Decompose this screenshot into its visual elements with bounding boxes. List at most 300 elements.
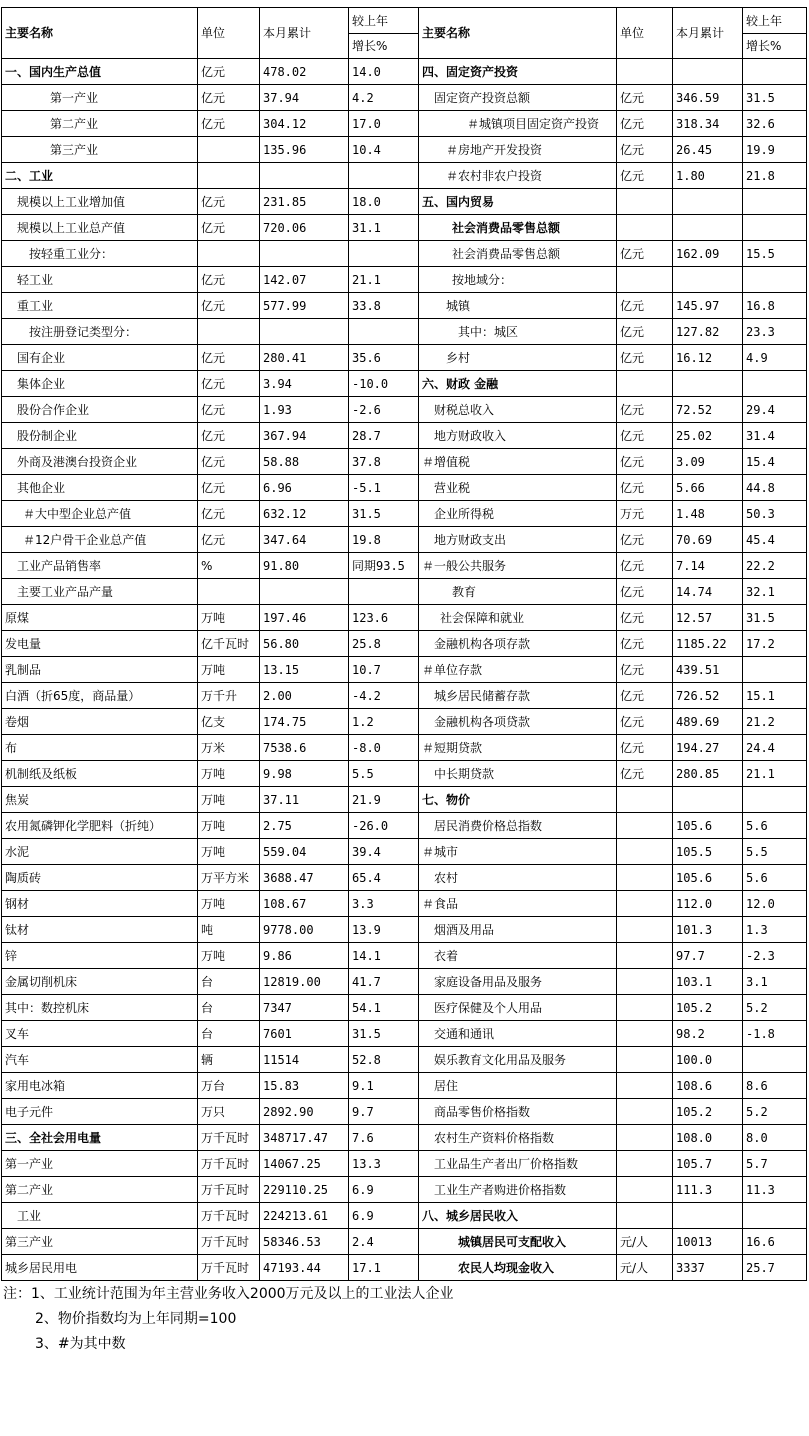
left-unit-cell: 万吨 bbox=[198, 657, 260, 683]
table-row bbox=[2, 527, 807, 553]
right-growth-cell: 5.5 bbox=[743, 839, 807, 865]
header-growth-left: 增长% bbox=[349, 34, 419, 59]
right-growth-cell: -2.3 bbox=[743, 943, 807, 969]
left-value-cell: 347.64 bbox=[260, 527, 349, 553]
left-growth-cell: -4.2 bbox=[349, 683, 419, 709]
right-value-cell bbox=[673, 787, 743, 813]
table-row bbox=[2, 163, 807, 189]
left-unit-cell: 万平方米 bbox=[198, 865, 260, 891]
table-row bbox=[2, 943, 807, 969]
left-growth-cell: 14.0 bbox=[349, 59, 419, 85]
right-growth-cell: 5.6 bbox=[743, 865, 807, 891]
left-growth-cell: 39.4 bbox=[349, 839, 419, 865]
right-value-cell: 127.82 bbox=[673, 319, 743, 345]
left-unit-cell: 吨 bbox=[198, 917, 260, 943]
left-item-cell: 焦炭 bbox=[2, 787, 198, 813]
table-row bbox=[2, 1073, 807, 1099]
left-item-cell: 其他企业 bbox=[2, 475, 198, 501]
left-growth-cell: 4.2 bbox=[349, 85, 419, 111]
table-row bbox=[2, 1177, 807, 1203]
left-growth-cell: 13.3 bbox=[349, 1151, 419, 1177]
right-item-cell: 城乡居民储蓄存款 bbox=[419, 683, 617, 709]
right-unit-cell: 万元 bbox=[617, 501, 673, 527]
right-item-cell: 商品零售价格指数 bbox=[419, 1099, 617, 1125]
left-growth-cell: 18.0 bbox=[349, 189, 419, 215]
left-unit-cell: 辆 bbox=[198, 1047, 260, 1073]
right-value-cell: 105.6 bbox=[673, 865, 743, 891]
right-unit-cell: 亿元 bbox=[617, 241, 673, 267]
left-growth-cell: 13.9 bbox=[349, 917, 419, 943]
left-unit-cell: 万千瓦时 bbox=[198, 1255, 260, 1281]
right-item-cell: 五、国内贸易 bbox=[419, 189, 617, 215]
right-growth-cell: 21.8 bbox=[743, 163, 807, 189]
right-item-cell: 乡村 bbox=[419, 345, 617, 371]
left-value-cell: 9778.00 bbox=[260, 917, 349, 943]
right-growth-cell: 21.2 bbox=[743, 709, 807, 735]
left-item-cell: 第二产业 bbox=[2, 111, 198, 137]
left-value-cell: 6.96 bbox=[260, 475, 349, 501]
header-unit-left: 单位 bbox=[198, 8, 260, 59]
left-unit-cell: 亿元 bbox=[198, 475, 260, 501]
right-value-cell: 16.12 bbox=[673, 345, 743, 371]
right-growth-cell: 32.6 bbox=[743, 111, 807, 137]
left-item-cell: 第一产业 bbox=[2, 1151, 198, 1177]
right-unit-cell: 亿元 bbox=[617, 111, 673, 137]
table-row bbox=[2, 59, 807, 85]
right-item-cell: 地方财政支出 bbox=[419, 527, 617, 553]
left-value-cell: 197.46 bbox=[260, 605, 349, 631]
right-growth-cell: 31.5 bbox=[743, 85, 807, 111]
left-value-cell: 15.83 bbox=[260, 1073, 349, 1099]
right-growth-cell: 8.6 bbox=[743, 1073, 807, 1099]
right-value-cell bbox=[673, 59, 743, 85]
left-item-cell: 工业产品销售率 bbox=[2, 553, 198, 579]
left-unit-cell: % bbox=[198, 553, 260, 579]
right-item-cell: ＃增值税 bbox=[419, 449, 617, 475]
right-item-cell: 金融机构各项贷款 bbox=[419, 709, 617, 735]
left-value-cell: 47193.44 bbox=[260, 1255, 349, 1281]
right-item-cell: 工业品生产者出厂价格指数 bbox=[419, 1151, 617, 1177]
left-item-cell: 三、全社会用电量 bbox=[2, 1125, 198, 1151]
left-value-cell: 224213.61 bbox=[260, 1203, 349, 1229]
right-value-cell: 1.48 bbox=[673, 501, 743, 527]
left-unit-cell bbox=[198, 137, 260, 163]
right-item-cell: 企业所得税 bbox=[419, 501, 617, 527]
right-value-cell: 1185.22 bbox=[673, 631, 743, 657]
right-item-cell: 居住 bbox=[419, 1073, 617, 1099]
right-unit-cell: 亿元 bbox=[617, 397, 673, 423]
left-value-cell: 720.06 bbox=[260, 215, 349, 241]
left-value-cell: 56.80 bbox=[260, 631, 349, 657]
left-growth-cell: 6.9 bbox=[349, 1203, 419, 1229]
right-value-cell: 108.0 bbox=[673, 1125, 743, 1151]
left-growth-cell: 54.1 bbox=[349, 995, 419, 1021]
left-item-cell: 原煤 bbox=[2, 605, 198, 631]
right-item-cell: 烟酒及用品 bbox=[419, 917, 617, 943]
table-row bbox=[2, 397, 807, 423]
right-item-cell: 医疗保健及个人用品 bbox=[419, 995, 617, 1021]
right-item-cell: 六、财政 金融 bbox=[419, 371, 617, 397]
right-unit-cell: 亿元 bbox=[617, 527, 673, 553]
left-item-cell: 钛材 bbox=[2, 917, 198, 943]
left-growth-cell: 19.8 bbox=[349, 527, 419, 553]
right-unit-cell: 亿元 bbox=[617, 605, 673, 631]
left-item-cell: 股份合作企业 bbox=[2, 397, 198, 423]
left-unit-cell: 万千瓦时 bbox=[198, 1229, 260, 1255]
left-unit-cell: 亿元 bbox=[198, 189, 260, 215]
right-growth-cell bbox=[743, 215, 807, 241]
left-growth-cell bbox=[349, 241, 419, 267]
left-growth-cell: -8.0 bbox=[349, 735, 419, 761]
right-growth-cell: 8.0 bbox=[743, 1125, 807, 1151]
left-growth-cell: 6.9 bbox=[349, 1177, 419, 1203]
left-unit-cell: 台 bbox=[198, 995, 260, 1021]
right-value-cell: 12.57 bbox=[673, 605, 743, 631]
right-item-cell: 农民人均现金收入 bbox=[419, 1255, 617, 1281]
left-value-cell: 632.12 bbox=[260, 501, 349, 527]
left-value-cell bbox=[260, 319, 349, 345]
right-growth-cell: 3.1 bbox=[743, 969, 807, 995]
table-row bbox=[2, 839, 807, 865]
right-unit-cell bbox=[617, 1203, 673, 1229]
left-item-cell: 发电量 bbox=[2, 631, 198, 657]
right-item-cell: ＃一般公共服务 bbox=[419, 553, 617, 579]
left-item-cell: 农用氮磷钾化学肥料（折纯） bbox=[2, 813, 198, 839]
right-item-cell: 地方财政收入 bbox=[419, 423, 617, 449]
footnote-2: 2、物价指数均为上年同期=100 bbox=[35, 1311, 237, 1327]
left-item-cell: 乳制品 bbox=[2, 657, 198, 683]
right-unit-cell bbox=[617, 787, 673, 813]
left-value-cell: 9.98 bbox=[260, 761, 349, 787]
left-unit-cell: 亿元 bbox=[198, 267, 260, 293]
left-growth-cell: 37.8 bbox=[349, 449, 419, 475]
right-item-cell: ＃城市 bbox=[419, 839, 617, 865]
left-value-cell: 559.04 bbox=[260, 839, 349, 865]
header-growth-right: 增长% bbox=[743, 34, 807, 59]
left-value-cell: 367.94 bbox=[260, 423, 349, 449]
left-item-cell: 第一产业 bbox=[2, 85, 198, 111]
right-item-cell: 交通和通讯 bbox=[419, 1021, 617, 1047]
left-item-cell: 钢材 bbox=[2, 891, 198, 917]
table-row bbox=[2, 449, 807, 475]
right-growth-cell: 5.7 bbox=[743, 1151, 807, 1177]
left-unit-cell: 亿元 bbox=[198, 501, 260, 527]
right-growth-cell: 16.8 bbox=[743, 293, 807, 319]
right-value-cell: 3.09 bbox=[673, 449, 743, 475]
left-growth-cell: 5.5 bbox=[349, 761, 419, 787]
right-unit-cell: 亿元 bbox=[617, 293, 673, 319]
left-growth-cell: 21.9 bbox=[349, 787, 419, 813]
right-unit-cell: 亿元 bbox=[617, 761, 673, 787]
left-value-cell: 9.86 bbox=[260, 943, 349, 969]
right-unit-cell bbox=[617, 943, 673, 969]
left-item-cell: 机制纸及纸板 bbox=[2, 761, 198, 787]
right-value-cell: 105.5 bbox=[673, 839, 743, 865]
right-item-cell: ＃食品 bbox=[419, 891, 617, 917]
right-growth-cell bbox=[743, 371, 807, 397]
right-unit-cell bbox=[617, 995, 673, 1021]
right-unit-cell bbox=[617, 1073, 673, 1099]
table-row bbox=[2, 1099, 807, 1125]
right-growth-cell: 44.8 bbox=[743, 475, 807, 501]
right-value-cell: 105.6 bbox=[673, 813, 743, 839]
table-row bbox=[2, 371, 807, 397]
left-growth-cell: 28.7 bbox=[349, 423, 419, 449]
left-value-cell bbox=[260, 241, 349, 267]
left-value-cell bbox=[260, 163, 349, 189]
left-growth-cell: 2.4 bbox=[349, 1229, 419, 1255]
left-growth-cell: 9.1 bbox=[349, 1073, 419, 1099]
left-growth-cell: 123.6 bbox=[349, 605, 419, 631]
left-growth-cell: 31.5 bbox=[349, 1021, 419, 1047]
header-unit-right: 单位 bbox=[617, 8, 673, 59]
right-item-cell: 居民消费价格总指数 bbox=[419, 813, 617, 839]
header-month-total-left: 本月累计 bbox=[260, 8, 349, 59]
right-item-cell: 财税总收入 bbox=[419, 397, 617, 423]
left-item-cell: 城乡居民用电 bbox=[2, 1255, 198, 1281]
left-item-cell: 股份制企业 bbox=[2, 423, 198, 449]
table-row bbox=[2, 917, 807, 943]
header-vs-last-year-left: 较上年 bbox=[349, 8, 419, 34]
left-growth-cell: 同期93.5 bbox=[349, 553, 419, 579]
right-value-cell: 346.59 bbox=[673, 85, 743, 111]
left-growth-cell bbox=[349, 163, 419, 189]
left-unit-cell: 亿元 bbox=[198, 423, 260, 449]
table-row bbox=[2, 241, 807, 267]
right-unit-cell bbox=[617, 267, 673, 293]
left-value-cell: 304.12 bbox=[260, 111, 349, 137]
right-growth-cell bbox=[743, 267, 807, 293]
right-unit-cell: 亿元 bbox=[617, 449, 673, 475]
left-item-cell: 锌 bbox=[2, 943, 198, 969]
left-value-cell: 2.00 bbox=[260, 683, 349, 709]
table-row bbox=[2, 631, 807, 657]
table-row bbox=[2, 1047, 807, 1073]
right-unit-cell: 亿元 bbox=[617, 137, 673, 163]
left-unit-cell bbox=[198, 579, 260, 605]
left-unit-cell: 万千升 bbox=[198, 683, 260, 709]
right-unit-cell bbox=[617, 1177, 673, 1203]
right-unit-cell: 亿元 bbox=[617, 475, 673, 501]
left-item-cell: 叉车 bbox=[2, 1021, 198, 1047]
right-unit-cell bbox=[617, 865, 673, 891]
left-unit-cell: 亿元 bbox=[198, 527, 260, 553]
left-growth-cell: -10.0 bbox=[349, 371, 419, 397]
right-unit-cell: 亿元 bbox=[617, 553, 673, 579]
right-growth-cell: 1.3 bbox=[743, 917, 807, 943]
table-row bbox=[2, 501, 807, 527]
right-value-cell: 726.52 bbox=[673, 683, 743, 709]
right-value-cell: 14.74 bbox=[673, 579, 743, 605]
left-value-cell: 37.11 bbox=[260, 787, 349, 813]
right-item-cell: 城镇 bbox=[419, 293, 617, 319]
right-growth-cell bbox=[743, 787, 807, 813]
left-growth-cell: 7.6 bbox=[349, 1125, 419, 1151]
left-unit-cell: 亿元 bbox=[198, 371, 260, 397]
left-value-cell: 231.85 bbox=[260, 189, 349, 215]
left-value-cell: 12819.00 bbox=[260, 969, 349, 995]
left-item-cell: 家用电冰箱 bbox=[2, 1073, 198, 1099]
right-value-cell: 10013 bbox=[673, 1229, 743, 1255]
right-value-cell: 101.3 bbox=[673, 917, 743, 943]
right-value-cell bbox=[673, 189, 743, 215]
left-growth-cell: 25.8 bbox=[349, 631, 419, 657]
left-growth-cell: -2.6 bbox=[349, 397, 419, 423]
left-item-cell: 其中：数控机床 bbox=[2, 995, 198, 1021]
table-row bbox=[2, 553, 807, 579]
left-item-cell: 规模以上工业总产值 bbox=[2, 215, 198, 241]
right-item-cell: 社会保障和就业 bbox=[419, 605, 617, 631]
footnote-1: 注：1、工业统计范围为年主营业务收入2000万元及以上的工业法人企业 bbox=[3, 1286, 454, 1302]
right-item-cell: 八、城乡居民收入 bbox=[419, 1203, 617, 1229]
right-item-cell: 家庭设备用品及服务 bbox=[419, 969, 617, 995]
left-item-cell: 集体企业 bbox=[2, 371, 198, 397]
left-item-cell: 第二产业 bbox=[2, 1177, 198, 1203]
left-item-cell: 一、国内生产总值 bbox=[2, 59, 198, 85]
right-growth-cell: 25.7 bbox=[743, 1255, 807, 1281]
right-unit-cell bbox=[617, 813, 673, 839]
table-row bbox=[2, 111, 807, 137]
left-unit-cell: 万吨 bbox=[198, 891, 260, 917]
left-growth-cell: 10.7 bbox=[349, 657, 419, 683]
table-row bbox=[2, 475, 807, 501]
right-value-cell: 70.69 bbox=[673, 527, 743, 553]
right-item-cell: 中长期贷款 bbox=[419, 761, 617, 787]
left-value-cell: 91.80 bbox=[260, 553, 349, 579]
table-row bbox=[2, 1203, 807, 1229]
right-item-cell: 七、物价 bbox=[419, 787, 617, 813]
right-growth-cell bbox=[743, 657, 807, 683]
right-unit-cell: 亿元 bbox=[617, 163, 673, 189]
left-unit-cell bbox=[198, 163, 260, 189]
left-value-cell: 108.67 bbox=[260, 891, 349, 917]
right-unit-cell: 亿元 bbox=[617, 735, 673, 761]
left-unit-cell bbox=[198, 319, 260, 345]
right-growth-cell: 23.3 bbox=[743, 319, 807, 345]
right-growth-cell: 31.4 bbox=[743, 423, 807, 449]
left-item-cell: 第三产业 bbox=[2, 1229, 198, 1255]
left-unit-cell: 万米 bbox=[198, 735, 260, 761]
right-value-cell: 25.02 bbox=[673, 423, 743, 449]
left-item-cell: 主要工业产品产量 bbox=[2, 579, 198, 605]
left-value-cell: 11514 bbox=[260, 1047, 349, 1073]
right-unit-cell bbox=[617, 917, 673, 943]
right-item-cell: 按地域分： bbox=[419, 267, 617, 293]
right-item-cell: 其中：城区 bbox=[419, 319, 617, 345]
left-item-cell: 第三产业 bbox=[2, 137, 198, 163]
left-growth-cell: -5.1 bbox=[349, 475, 419, 501]
header-month-total-right: 本月累计 bbox=[673, 8, 743, 59]
header-vs-last-year-right: 较上年 bbox=[743, 8, 807, 34]
left-item-cell: 重工业 bbox=[2, 293, 198, 319]
left-unit-cell: 万吨 bbox=[198, 839, 260, 865]
table-row bbox=[2, 423, 807, 449]
right-unit-cell bbox=[617, 891, 673, 917]
right-growth-cell: 29.4 bbox=[743, 397, 807, 423]
table-row bbox=[2, 85, 807, 111]
left-unit-cell: 亿元 bbox=[198, 397, 260, 423]
right-growth-cell: 24.4 bbox=[743, 735, 807, 761]
right-value-cell: 26.45 bbox=[673, 137, 743, 163]
right-growth-cell: 15.4 bbox=[743, 449, 807, 475]
table-row bbox=[2, 137, 807, 163]
right-value-cell: 439.51 bbox=[673, 657, 743, 683]
left-item-cell: 电子元件 bbox=[2, 1099, 198, 1125]
left-value-cell: 7347 bbox=[260, 995, 349, 1021]
right-unit-cell bbox=[617, 1099, 673, 1125]
table-row bbox=[2, 319, 807, 345]
right-unit-cell bbox=[617, 189, 673, 215]
right-unit-cell bbox=[617, 839, 673, 865]
left-value-cell: 58.88 bbox=[260, 449, 349, 475]
left-item-cell: ＃12户骨干企业总产值 bbox=[2, 527, 198, 553]
right-item-cell: 农村生产资料价格指数 bbox=[419, 1125, 617, 1151]
right-value-cell: 108.6 bbox=[673, 1073, 743, 1099]
left-growth-cell: 41.7 bbox=[349, 969, 419, 995]
left-growth-cell: 1.2 bbox=[349, 709, 419, 735]
right-item-cell: 四、固定资产投资 bbox=[419, 59, 617, 85]
table-row bbox=[2, 215, 807, 241]
left-growth-cell: 17.0 bbox=[349, 111, 419, 137]
left-unit-cell: 万千瓦时 bbox=[198, 1203, 260, 1229]
statistics-table bbox=[1, 7, 807, 1281]
right-growth-cell: 15.5 bbox=[743, 241, 807, 267]
right-item-cell: ＃城镇项目固定资产投资 bbox=[419, 111, 617, 137]
right-value-cell: 280.85 bbox=[673, 761, 743, 787]
left-unit-cell: 万吨 bbox=[198, 813, 260, 839]
table-row bbox=[2, 683, 807, 709]
right-unit-cell bbox=[617, 969, 673, 995]
table-row bbox=[2, 787, 807, 813]
table-row bbox=[2, 709, 807, 735]
left-value-cell: 2892.90 bbox=[260, 1099, 349, 1125]
left-growth-cell: 65.4 bbox=[349, 865, 419, 891]
left-value-cell: 142.07 bbox=[260, 267, 349, 293]
right-item-cell: 教育 bbox=[419, 579, 617, 605]
left-value-cell: 348717.47 bbox=[260, 1125, 349, 1151]
right-item-cell: 社会消费品零售总额 bbox=[419, 241, 617, 267]
left-growth-cell: 10.4 bbox=[349, 137, 419, 163]
right-item-cell: 固定资产投资总额 bbox=[419, 85, 617, 111]
left-unit-cell: 亿元 bbox=[198, 59, 260, 85]
left-value-cell: 1.93 bbox=[260, 397, 349, 423]
table-row bbox=[2, 189, 807, 215]
table-row bbox=[2, 605, 807, 631]
right-value-cell: 162.09 bbox=[673, 241, 743, 267]
right-item-cell: ＃农村非农户投资 bbox=[419, 163, 617, 189]
right-value-cell: 72.52 bbox=[673, 397, 743, 423]
right-value-cell: 318.34 bbox=[673, 111, 743, 137]
right-value-cell: 3337 bbox=[673, 1255, 743, 1281]
left-item-cell: 外商及港澳台投资企业 bbox=[2, 449, 198, 475]
right-growth-cell: 5.2 bbox=[743, 1099, 807, 1125]
left-growth-cell: 14.1 bbox=[349, 943, 419, 969]
left-unit-cell: 台 bbox=[198, 1021, 260, 1047]
right-growth-cell: 22.2 bbox=[743, 553, 807, 579]
left-item-cell: 规模以上工业增加值 bbox=[2, 189, 198, 215]
right-growth-cell: 31.5 bbox=[743, 605, 807, 631]
left-value-cell: 37.94 bbox=[260, 85, 349, 111]
left-value-cell: 3.94 bbox=[260, 371, 349, 397]
right-value-cell: 103.1 bbox=[673, 969, 743, 995]
left-unit-cell: 亿支 bbox=[198, 709, 260, 735]
left-unit-cell: 亿元 bbox=[198, 293, 260, 319]
right-growth-cell bbox=[743, 59, 807, 85]
right-item-cell: 社会消费品零售总额 bbox=[419, 215, 617, 241]
left-unit-cell: 亿元 bbox=[198, 345, 260, 371]
left-value-cell: 2.75 bbox=[260, 813, 349, 839]
left-item-cell: 二、工业 bbox=[2, 163, 198, 189]
